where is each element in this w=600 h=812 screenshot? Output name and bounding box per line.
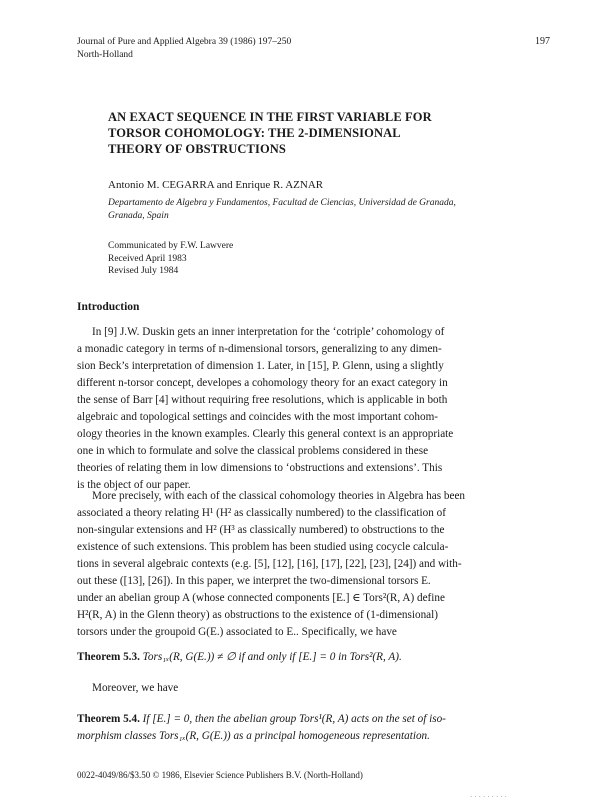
text-line: under an abelian group A (whose connected components [E.] ∈ Tors²(R, A) define — [77, 592, 445, 604]
page-number: 197 — [535, 36, 550, 47]
affiliation-line: Departamento de Algebra y Fundamentos, Facultad de Ciencias, Universidad de Granada, — [108, 198, 456, 208]
text-line: different n-torsor concept, developes a cohomology theory for an exact category in — [77, 377, 448, 389]
journal-info — [77, 36, 291, 62]
text-line: torsors under the groupoid G(E.) associated to E.. Specifically, we have — [77, 626, 397, 638]
text-line: is the object of our paper. — [77, 479, 191, 491]
journal-citation: Journal of Pure and Applied Algebra 39 (1986) 197–250 — [77, 37, 292, 47]
theorem-5-3 — [77, 650, 402, 663]
copyright-footer: 0022-4049/86/$3.50 © 1986, Elsevier Science Publishers B.V. (North-Holland) — [77, 770, 363, 780]
submission-dates — [108, 240, 233, 278]
received-date: Received April 1983 — [108, 253, 187, 264]
text-line: In [9] J.W. Duskin gets an inner interpretation for the ‘cotriple’ cohomology of — [92, 326, 445, 338]
text-line: More precisely, with each of the classical cohomology theories in Algebra has been — [92, 490, 465, 502]
theorem-5-4 — [77, 711, 523, 745]
title-line: AN EXACT SEQUENCE IN THE FIRST VARIABLE FOR — [108, 110, 432, 124]
theorem-label: Theorem 5.3. — [77, 651, 140, 663]
text-line: tions in several algebraic contexts (e.g. [5], [12], [16], [17], [22], [23], [24]) and with- — [77, 558, 462, 570]
text-line: H²(R, A) in the Glenn theory) as obstructions to the existence of (1-dimensional) — [77, 609, 438, 621]
affiliation-line: Granada, Spain — [108, 211, 169, 221]
text-line: existence of such extensions. This problem has been studied using cocycle calcula- — [77, 541, 449, 553]
text-line: theories of relating them in low dimensions to ‘obstructions and extensions’. This — [77, 462, 443, 474]
theorem-label: Theorem 5.4. — [77, 713, 140, 725]
paragraph-1 — [77, 324, 523, 494]
text-line: one in which to formulate and solve the classical problems considered in these — [77, 445, 429, 457]
scan-mark: ········· — [470, 793, 509, 801]
theorem-statement: morphism classes Tors₁ₓ(R, G(E.)) as a principal homogeneous representation. — [77, 730, 430, 742]
revised-date: Revised July 1984 — [108, 266, 179, 276]
text-line: the sense of Barr [4] without requiring free resolutions, which is applicable in both — [77, 394, 448, 406]
title-line: TORSOR COHOMOLOGY: THE 2-DIMENSIONAL — [108, 126, 401, 140]
authors: Antonio M. CEGARRA and Enrique R. AZNAR — [108, 179, 324, 191]
publisher: North-Holland — [77, 50, 133, 60]
text-line: out these ([13], [26]). In this paper, we interpret the two-dimensional torsors E. — [77, 575, 431, 587]
section-heading: Introduction — [77, 301, 140, 313]
text-line: associated a theory relating H¹ (H² as classically numbered) to the classification of — [77, 507, 446, 519]
text-line: non-singular extensions and H² (H³ as classically numbered) to obstructions to the — [77, 524, 445, 536]
title-line: THEORY OF OBSTRUCTIONS — [108, 142, 286, 156]
theorem-statement: If [E.] = 0, then the abelian group Tors¹(R, A) acts on the set of iso- — [139, 713, 446, 725]
text-line: a monadic category in terms of n-dimensional torsors, generalizing to any dimen- — [77, 343, 442, 355]
text-line: algebraic and topological settings and coincides with the most important cohom- — [77, 411, 439, 423]
moreover-text: Moreover, we have — [92, 682, 179, 694]
affiliation — [108, 197, 528, 223]
communicated-by: Communicated by F.W. Lawvere — [108, 241, 234, 251]
theorem-statement: Tors₁ₓ(R, G(E.)) ≠ ∅ if and only if [E.] = 0 in Tors²(R, A). — [139, 651, 402, 663]
text-line: sion Beck’s interpretation of dimension 1. Later, in [15], P. Glenn, using a slightly — [77, 360, 444, 372]
paragraph-2 — [77, 488, 523, 641]
text-line: ology theories in the known examples. Clearly this general context is an appropriate — [77, 428, 454, 440]
paper-title — [108, 109, 528, 157]
